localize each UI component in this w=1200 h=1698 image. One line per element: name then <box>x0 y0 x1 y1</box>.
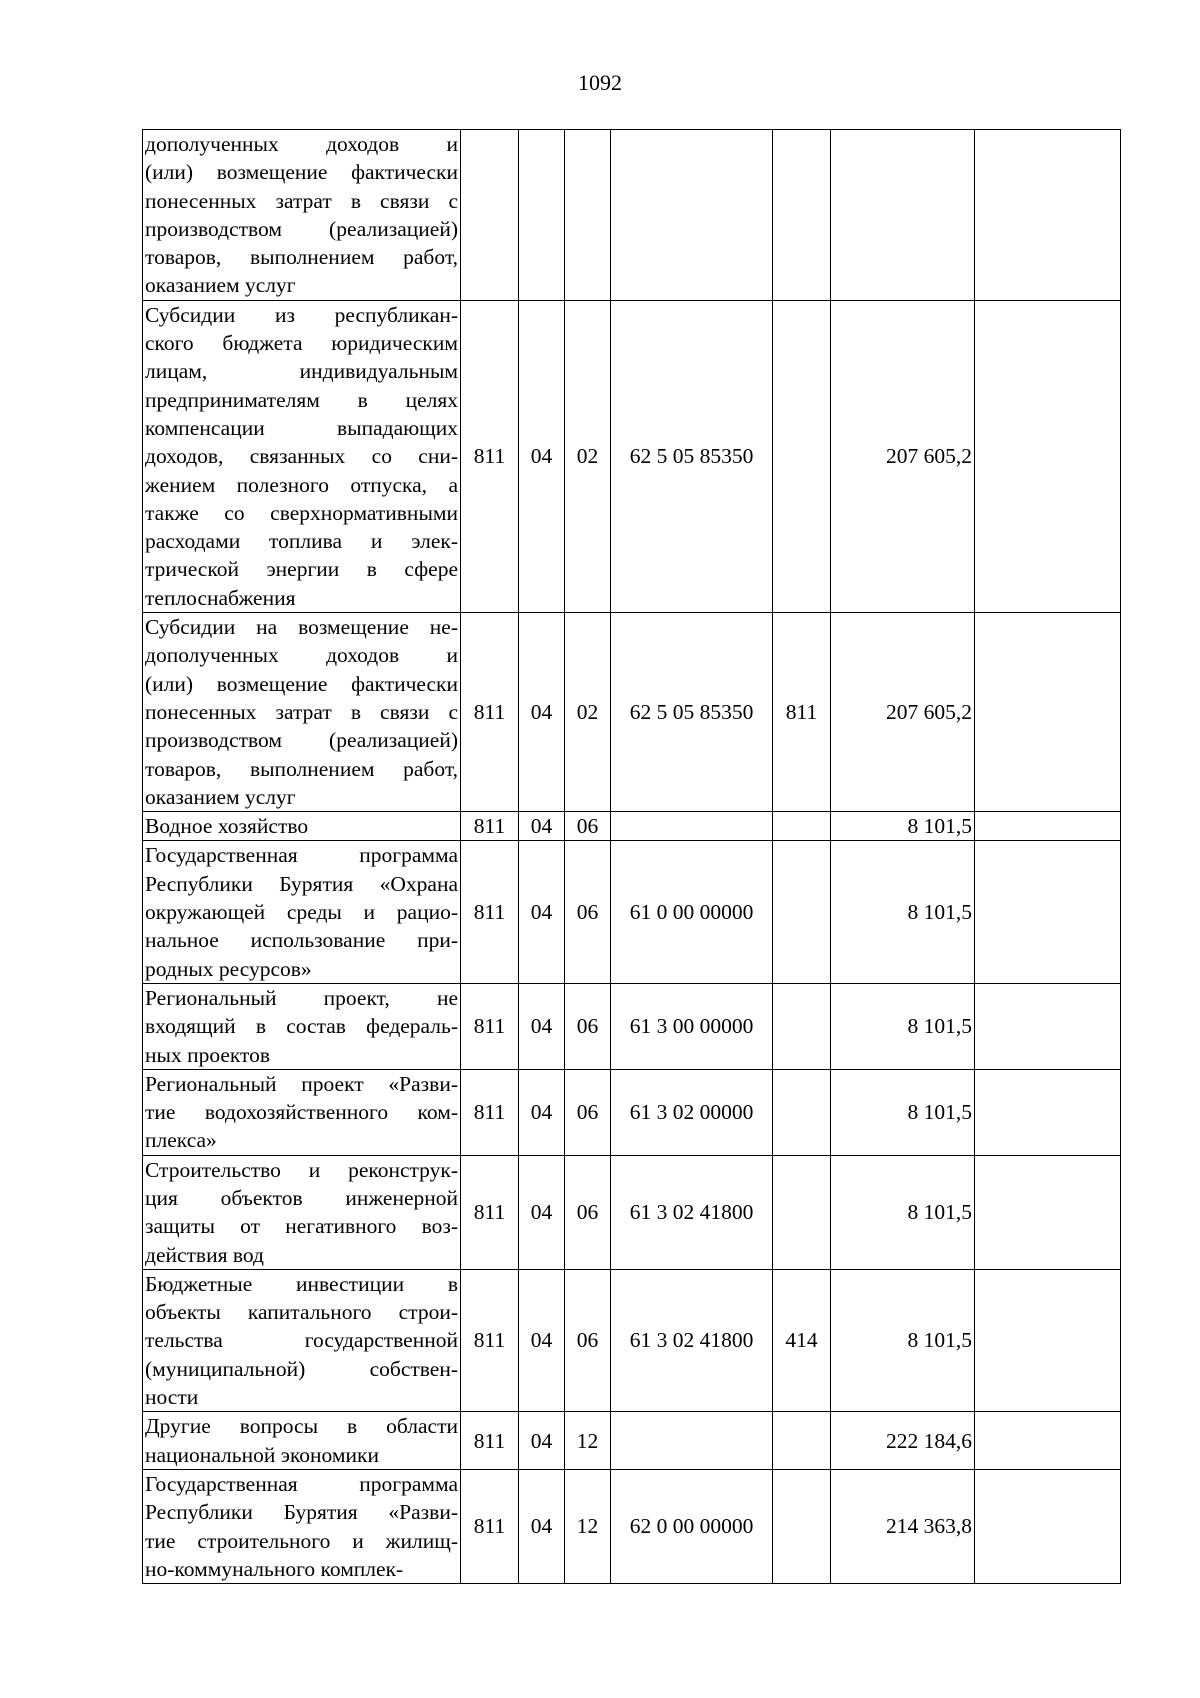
admin-code-cell: 811 <box>461 1069 519 1155</box>
row-name-line: понесенных затрат в связи с <box>145 188 458 213</box>
table-row <box>143 1469 1121 1583</box>
empty-cell <box>975 1155 1121 1269</box>
admin-code-cell: 811 <box>461 300 519 612</box>
row-name-line: (или) возмещение фактически <box>145 671 458 696</box>
row-name-line: тие строительного и жилищ- <box>145 1528 458 1553</box>
admin-code-cell: 811 <box>461 1412 519 1470</box>
empty-cell <box>975 1469 1121 1583</box>
amount-cell: 8 101,5 <box>831 1069 975 1155</box>
amount-cell <box>831 130 975 301</box>
row-name-line: ция объектов инженерной <box>145 1185 458 1210</box>
amount-cell: 207 605,2 <box>831 613 975 812</box>
budget-table <box>142 129 1121 1584</box>
expense-kind-cell <box>773 1155 831 1269</box>
section-code-cell: 04 <box>519 812 565 841</box>
target-article-cell <box>611 1412 773 1470</box>
admin-code-cell: 811 <box>461 983 519 1069</box>
target-article-cell: 62 5 05 85350 <box>611 613 773 812</box>
amount-cell: 214 363,8 <box>831 1469 975 1583</box>
row-name-line: Региональный проект, не <box>145 985 458 1010</box>
expense-kind-cell <box>773 1469 831 1583</box>
row-name-line: ных проектов <box>145 1042 271 1067</box>
table-row <box>143 812 1121 841</box>
target-article-cell: 61 3 02 00000 <box>611 1069 773 1155</box>
expense-kind-cell <box>773 1412 831 1470</box>
admin-code-cell: 811 <box>461 1469 519 1583</box>
subsection-code-cell: 12 <box>565 1469 611 1583</box>
row-name-cell <box>143 613 461 812</box>
row-name-cell <box>143 300 461 612</box>
row-name-cell <box>143 1269 461 1411</box>
section-code-cell: 04 <box>519 1269 565 1411</box>
expense-kind-cell <box>773 130 831 301</box>
subsection-code-cell <box>565 130 611 301</box>
empty-cell <box>975 841 1121 983</box>
row-name-line: Региональный проект «Разви- <box>145 1071 458 1096</box>
subsection-code-cell: 02 <box>565 300 611 612</box>
empty-cell <box>975 1069 1121 1155</box>
row-name-line: товаров, выполнением работ, <box>145 756 458 781</box>
row-name-line: производством (реализацией) <box>145 728 458 753</box>
row-name-line: жением полезного отпуска, а <box>145 472 458 497</box>
row-name-cell <box>143 841 461 983</box>
amount-cell: 8 101,5 <box>831 841 975 983</box>
row-name-line: действия вод <box>145 1242 264 1267</box>
target-article-cell: 62 5 05 85350 <box>611 300 773 612</box>
section-code-cell: 04 <box>519 1412 565 1470</box>
table-row <box>143 841 1121 983</box>
empty-cell <box>975 812 1121 841</box>
empty-cell <box>975 130 1121 301</box>
subsection-code-cell: 06 <box>565 841 611 983</box>
target-article-cell: 61 3 00 00000 <box>611 983 773 1069</box>
empty-cell <box>975 1269 1121 1411</box>
row-name-line: окружающей среды и рацио- <box>145 900 458 925</box>
section-code-cell: 04 <box>519 983 565 1069</box>
section-code-cell: 04 <box>519 300 565 612</box>
row-name-line: но-коммунального комплек- <box>145 1556 404 1581</box>
target-article-cell: 62 0 00 00000 <box>611 1469 773 1583</box>
admin-code-cell: 811 <box>461 841 519 983</box>
target-article-cell <box>611 130 773 301</box>
empty-cell <box>975 983 1121 1069</box>
table-row <box>143 1155 1121 1269</box>
table-row <box>143 1412 1121 1470</box>
expense-kind-cell <box>773 841 831 983</box>
section-code-cell: 04 <box>519 1155 565 1269</box>
row-name-line: Субсидии из республикан- <box>145 302 458 327</box>
row-name-line: трической энергии в сфере <box>145 557 458 582</box>
expense-kind-cell <box>773 983 831 1069</box>
subsection-code-cell: 06 <box>565 1155 611 1269</box>
admin-code-cell: 811 <box>461 812 519 841</box>
row-name-line: Водное хозяйство <box>145 814 309 839</box>
row-name-line: Государственная программа <box>145 843 458 868</box>
row-name-line: ского бюджета юридическим <box>145 331 458 356</box>
subsection-code-cell: 06 <box>565 812 611 841</box>
row-name-line: Строительство и реконструк- <box>145 1157 458 1182</box>
target-article-cell: 61 3 02 41800 <box>611 1155 773 1269</box>
row-name-line: оказанием услуг <box>145 784 296 809</box>
row-name-cell <box>143 1412 461 1470</box>
table-row <box>143 130 1121 301</box>
row-name-line: Субсидии на возмещение не- <box>145 615 458 640</box>
row-name-line: защиты от негативного воз- <box>145 1214 458 1239</box>
row-name-line: нальное использование при- <box>145 928 458 953</box>
target-article-cell <box>611 812 773 841</box>
section-code-cell: 04 <box>519 841 565 983</box>
row-name-line: понесенных затрат в связи с <box>145 699 458 724</box>
expense-kind-cell <box>773 812 831 841</box>
table-row <box>143 613 1121 812</box>
subsection-code-cell: 12 <box>565 1412 611 1470</box>
section-code-cell: 04 <box>519 613 565 812</box>
expense-kind-cell: 414 <box>773 1269 831 1411</box>
row-name-line: Республики Бурятия «Разви- <box>145 1500 458 1525</box>
row-name-line: Государственная программа <box>145 1471 458 1496</box>
row-name-line: лицам, индивидуальным <box>145 359 458 384</box>
amount-cell: 207 605,2 <box>831 300 975 612</box>
row-name-line: предпринимателям в целях <box>145 387 458 412</box>
row-name-cell <box>143 1469 461 1583</box>
row-name-line: тие водохозяйственного ком- <box>145 1100 458 1125</box>
row-name-line: плекса» <box>145 1128 217 1153</box>
row-name-line: производством (реализацией) <box>145 216 458 241</box>
amount-cell: 222 184,6 <box>831 1412 975 1470</box>
row-name-line: оказанием услуг <box>145 273 296 298</box>
row-name-cell <box>143 812 461 841</box>
row-name-line: Другие вопросы в области <box>145 1414 458 1439</box>
expense-kind-cell <box>773 300 831 612</box>
table-row <box>143 983 1121 1069</box>
amount-cell: 8 101,5 <box>831 983 975 1069</box>
amount-cell: 8 101,5 <box>831 812 975 841</box>
row-name-line: входящий в состав федераль- <box>145 1014 458 1039</box>
row-name-line: тельства государственной <box>145 1328 458 1353</box>
row-name-cell <box>143 983 461 1069</box>
row-name-line: дополученных доходов и <box>145 132 458 156</box>
admin-code-cell: 811 <box>461 613 519 812</box>
row-name-line: теплоснабжения <box>145 585 296 610</box>
amount-cell: 8 101,5 <box>831 1155 975 1269</box>
admin-code-cell: 811 <box>461 1269 519 1411</box>
admin-code-cell: 811 <box>461 1155 519 1269</box>
table-row <box>143 300 1121 612</box>
subsection-code-cell: 02 <box>565 613 611 812</box>
admin-code-cell <box>461 130 519 301</box>
row-name-cell <box>143 130 461 301</box>
row-name-line: компенсации выпадающих <box>145 415 458 440</box>
target-article-cell: 61 0 00 00000 <box>611 841 773 983</box>
row-name-line: расходами топлива и элек- <box>145 529 458 554</box>
section-code-cell: 04 <box>519 1069 565 1155</box>
row-name-line: (или) возмещение фактически <box>145 160 458 185</box>
table-row <box>143 1269 1121 1411</box>
row-name-cell <box>143 1155 461 1269</box>
subsection-code-cell: 06 <box>565 983 611 1069</box>
row-name-line: доходов, связанных со сни- <box>145 444 458 469</box>
row-name-line: объекты капитального строи- <box>145 1300 458 1325</box>
row-name-line: товаров, выполнением работ, <box>145 245 458 270</box>
row-name-line: дополученных доходов и <box>145 643 458 668</box>
amount-cell: 8 101,5 <box>831 1269 975 1411</box>
row-name-line: родных ресурсов» <box>145 956 312 981</box>
expense-kind-cell <box>773 1069 831 1155</box>
section-code-cell <box>519 130 565 301</box>
table-row <box>143 1069 1121 1155</box>
row-name-line: также со сверхнормативными <box>145 500 458 525</box>
subsection-code-cell: 06 <box>565 1069 611 1155</box>
row-name-line: (муниципальной) собствен- <box>145 1356 458 1381</box>
section-code-cell: 04 <box>519 1469 565 1583</box>
row-name-line: национальной экономики <box>145 1442 379 1467</box>
budget-table-body <box>143 130 1121 1584</box>
target-article-cell: 61 3 02 41800 <box>611 1269 773 1411</box>
row-name-cell <box>143 1069 461 1155</box>
row-name-line: Республики Бурятия «Охрана <box>145 871 458 896</box>
expense-kind-cell: 811 <box>773 613 831 812</box>
empty-cell <box>975 613 1121 812</box>
empty-cell <box>975 300 1121 612</box>
empty-cell <box>975 1412 1121 1470</box>
subsection-code-cell: 06 <box>565 1269 611 1411</box>
row-name-line: ности <box>145 1385 199 1410</box>
row-name-line: Бюджетные инвестиции в <box>145 1271 458 1296</box>
page-number: 1092 <box>578 70 622 95</box>
